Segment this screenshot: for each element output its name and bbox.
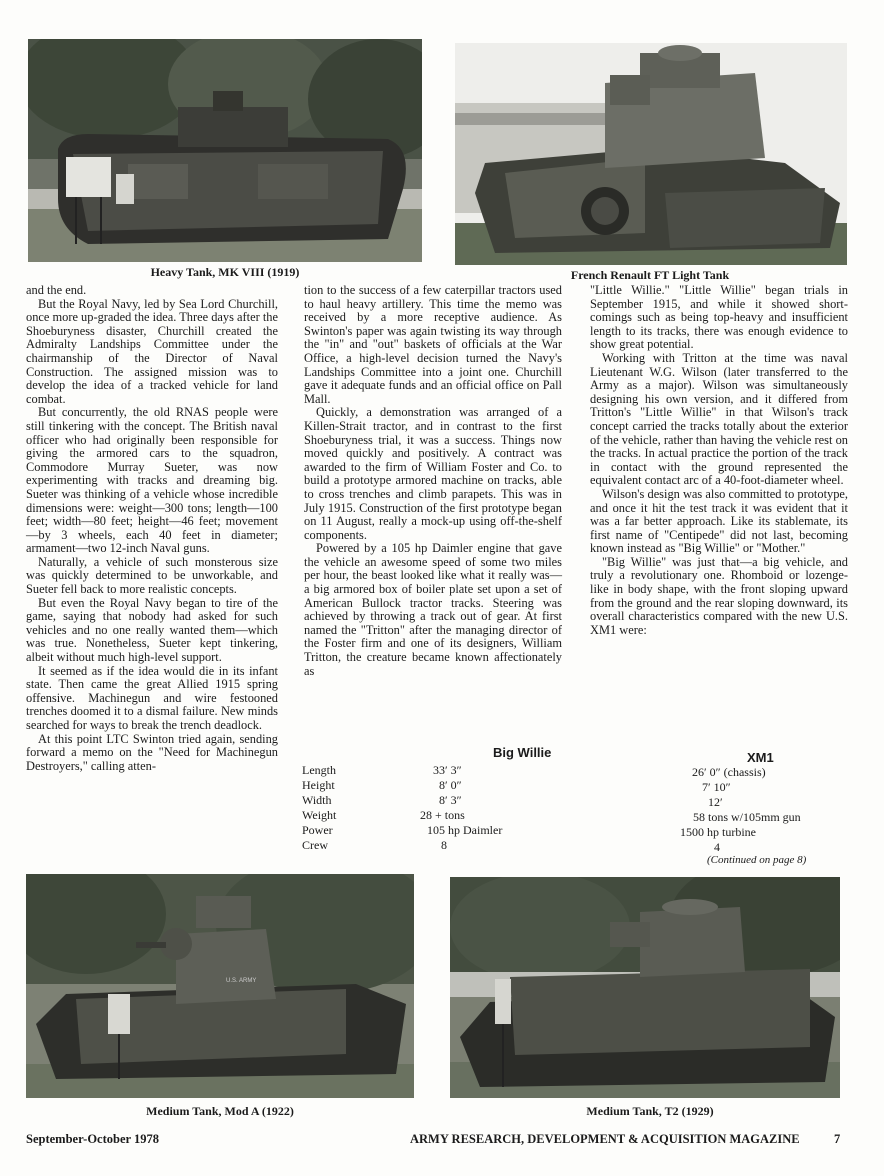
spec-label: Height — [302, 778, 335, 792]
paragraph: It seemed as if the idea would die in its infant state. Then came the great Allied 1915 spring offensive. Machinegun and wire festooned trenches doomed it to a dismal failure. New minds searched for ways to break the trench deadlock. — [26, 663, 278, 732]
footer-date: September-October 1978 — [26, 1132, 159, 1146]
scan-artifact — [330, 0, 570, 14]
paragraph: Naturally, a vehicle of such monsterous size was quickly determined to be unworkable, and Sueter fell back to more realistic concepts. — [26, 554, 278, 597]
caption-photo2: French Renault FT Light Tank — [570, 268, 730, 282]
caption-photo3: Medium Tank, Mod A (1922) — [146, 1104, 294, 1118]
caption-photo4: Medium Tank, T2 (1929) — [586, 1104, 714, 1118]
spec-value-xm1: 58 tons w/105mm gun — [693, 810, 801, 824]
spec-header-big-willie: Big Willie — [493, 745, 552, 760]
paragraph: But even the Royal Navy began to tire of the game, saying that nobody had asked for such vehicles and no one really wanted them—which was true. Nonetheless, Sueter kept tinkering, albeit without much high-level support. — [26, 595, 278, 665]
paragraph: Wilson's design was also committed to prototype, and once it hit the test track it was evident that it was a far better approach. Like its stablemate, its first name of "Centipede" did not last, becoming known instead as "Big Willie" or "Mother." — [590, 486, 848, 556]
caption-photo1: Heavy Tank, MK VIII (1919) — [150, 265, 300, 279]
paragraph: Powered by a 105 hp Daimler engine that gave the vehicle an awesome speed of some two miles per hour, the beast looked like what it really was—a big armored box of boiler plate set upon a set of American Bullock tractor tracks. Steering was achieved by throwing a track out of gear. At first named the "Tritton" after the managing director of the Foster firm and one of its designers, William Tritton, the creature became known affectionately as — [304, 541, 562, 678]
paragraph: and the end. — [26, 283, 87, 297]
article-column-2 — [304, 284, 562, 678]
tank-marking: U.S. ARMY — [226, 978, 257, 984]
paragraph: Quickly, a demonstration was arranged of a Killen-Strait tractor, and in contrast to the first Shoeburyness trial, it was a success. Things now moved quickly and positively. A contract was awarded to the firm of William Foster and Co. to build a prototype armored machine on tracks, able to cross trenches and climb parapets. This was in July 1915. Construction of the first prototype began on 11 August, really a mock-up using off-the-shelf components. — [304, 405, 562, 542]
paragraph: Working with Tritton at the time was naval Lieutenant W.G. Wilson (later transferred to the Army as a major). Wilson was simultaneously designing his own version, and it differed from Tritton's "Little Willie" in that Wilson's track concept carried the tracks totally about the exterior of the vehicle, rather than having the vehicle rest on the tracks. In actual practice the portion of the track in contact with the ground represented the equivalent contact arc of a 40-foot-diameter wheel. — [590, 350, 848, 488]
spec-value-big-willie: 28 + tons — [420, 808, 465, 822]
spec-value-big-willie: 8 — [441, 838, 447, 852]
spec-value-big-willie: 105 hp Daimler — [427, 823, 503, 837]
spec-label: Crew — [302, 838, 328, 852]
continued-note: (Continued on page 8) — [707, 854, 807, 866]
spec-label: Weight — [302, 808, 337, 822]
spec-value-xm1: 26′ 0″ (chassis) — [692, 765, 766, 779]
footer-magazine-title: ARMY RESEARCH, DEVELOPMENT & ACQUISITION MAGAZINE — [410, 1132, 800, 1146]
spec-header-xm1: XM1 — [747, 750, 774, 765]
spec-value-xm1: 12′ — [708, 795, 723, 809]
spec-value-xm1: 1500 hp turbine — [680, 825, 756, 839]
article-column-1 — [26, 284, 278, 773]
paragraph: "Little Willie." "Little Willie" began trials in September 1915, and while it showed short-comings such as being top-heavy and insufficient length to its tracks, there was enough evidence to show great potential. — [590, 283, 848, 352]
photo-heavy-tank-mk8 — [28, 39, 422, 262]
spec-value-big-willie: 8′ 3″ — [439, 793, 462, 807]
paragraph: "Big Willie" was just that—a big vehicle, and truly a revolutionary one. Rhomboid or lozenge-like in body shape, with the front sloping upward from the ground and the rear sloping downward, its overall characteristics compared with the new U.S. XM1 were: — [590, 554, 848, 637]
spec-value-big-willie: 33′ 3″ — [433, 763, 462, 777]
photo-medium-tank-mod-a — [26, 874, 414, 1098]
paragraph: At this point LTC Swinton tried again, sending forward a memo on the "Need for Machinegun Destroyers," calling atten- — [26, 731, 278, 773]
paragraph: tion to the success of a few caterpillar tractors used to haul heavy artillery. This time the memo was received by a more receptive audience. As Swinton's paper was again twisting its way through the "in" and "out" baskets of officials at the War Office, a high-level decision turned the Navy's Landships Committee into a joint one. Churchill gave it adequate funds and an official office on Pall Mall. — [304, 283, 562, 406]
article-column-3 — [590, 284, 848, 637]
spec-value-xm1: 7′ 10″ — [702, 780, 731, 794]
spec-value-xm1: 4 — [714, 840, 720, 854]
spec-label: Width — [302, 793, 332, 807]
photo-renault-ft — [455, 43, 847, 265]
photo-medium-tank-t2 — [450, 877, 840, 1098]
paragraph: But the Royal Navy, led by Sea Lord Churchill, once more up-graded the idea. Three days after the Shoeburyness disaster, Churchill created the Admiralty Landships Committee under the chairmanship of the Director of Naval Construction. The assigned mission was to develop the idea of a tracked vehicle for land combat. — [26, 296, 278, 406]
page-number: 7 — [834, 1132, 841, 1146]
spec-label: Power — [302, 823, 333, 837]
spec-label: Length — [302, 763, 336, 777]
paragraph: But concurrently, the old RNAS people were still tinkering with the concept. The British naval officer who had originally been responsible for giving the armored cars to the squadron, Commodore Murray Sueter, was now experimenting with tracks and dreaming big. Sueter was thinking of a vehicle whose incredible dimensions were: weight—300 tons; length—100 feet; width—80 feet; height—46 feet; movement—by 3 wheels, each 40 feet in diameter; armament—two 12-inch Naval guns. — [26, 405, 278, 556]
spec-value-big-willie: 8′ 0″ — [439, 778, 462, 792]
